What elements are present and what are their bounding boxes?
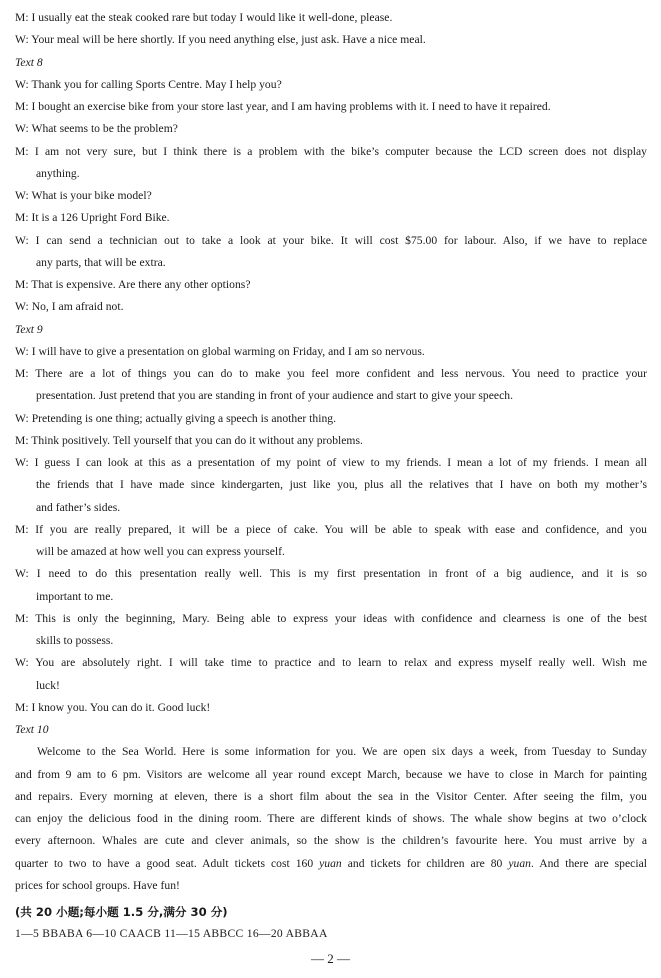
dialogue-line: W: Pretending is one thing; actually giving a speech is another thing. bbox=[15, 411, 337, 425]
dialogue-line: M: Think positively. Tell yourself that you can do it without any problems. bbox=[15, 433, 363, 447]
passage-line: Welcome to the Sea World. Here is some information for you. We are open six days a week, from Tuesday to Sunday bbox=[37, 745, 647, 759]
dialogue-line: every afternoon. Whales are cute and clever animals, so the show is the children’s favourite here. You must arrive by a bbox=[15, 834, 647, 848]
section-heading: Text 8 bbox=[15, 55, 43, 69]
dialogue-continuation: important to me. bbox=[36, 589, 114, 603]
dialogue-line: quarter to two to have a good seat. Adult tickets cost 160 yuan and tickets for children are 80 yuan. And there are special bbox=[15, 856, 647, 870]
dialogue-line: W: I need to do this presentation really well. This is my first presentation in front of a big audience, and it is so bbox=[15, 567, 647, 581]
dialogue-line: M: It is a 126 Upright Ford Bike. bbox=[15, 211, 170, 225]
dialogue-line: M: This is only the beginning, Mary. Being able to express your ideas with confidence and clearness is one of the best bbox=[15, 611, 647, 625]
dialogue-continuation: luck! bbox=[36, 678, 60, 692]
dialogue-continuation: anything. bbox=[36, 166, 80, 180]
dialogue-line: W: I will have to give a presentation on global warming on Friday, and I am so nervous. bbox=[15, 344, 425, 358]
dialogue-line: prices for school groups. Have fun! bbox=[15, 878, 180, 892]
answer-key: 1—5 BBABA 6—10 CAACB 11—15 ABBCC 16—20 ABBAA bbox=[15, 927, 328, 940]
dialogue-line: W: What is your bike model? bbox=[15, 189, 152, 202]
dialogue-continuation: and father’s sides. bbox=[36, 500, 121, 514]
dialogue-continuation: presentation. Just pretend that you are standing in front of your audience and start to give your speech. bbox=[36, 389, 513, 403]
dialogue-line: can enjoy the delicious food in the dining room. There are different kinds of shows. The whale show begins at two o’clock bbox=[15, 812, 647, 825]
dialogue-line: W: Thank you for calling Sports Centre. May I help you? bbox=[15, 77, 282, 91]
dialogue-line: and from 9 am to 6 pm. Visitors are welcome all year round except March, because we have to close in March for painting bbox=[15, 767, 647, 781]
currency-word: yuan bbox=[319, 856, 342, 870]
dialogue-line: M: I usually eat the steak cooked rare but today I would like it well-done, please. bbox=[15, 11, 393, 24]
section-heading: Text 10 bbox=[15, 723, 49, 736]
dialogue-line: W: I guess I can look at this as a presentation of my point of view to my friends. I mean a lot of my friends. I mean all bbox=[15, 456, 647, 469]
dialogue-line: W: Your meal will be here shortly. If you need anything else, just ask. Have a nice meal. bbox=[15, 33, 426, 47]
dialogue-continuation: skills to possess. bbox=[36, 634, 114, 647]
dialogue-line: W: You are absolutely right. I will take time to practice and to learn to relax and express myself really well. Wish me bbox=[15, 656, 647, 670]
dialogue-line: M: I know you. You can do it. Good luck! bbox=[15, 700, 211, 714]
dialogue-line: M: There are a lot of things you can do to make you feel more confident and less nervous. You need to practice your bbox=[15, 367, 647, 380]
dialogue-line: W: No, I am afraid not. bbox=[15, 300, 124, 314]
section-heading: Text 9 bbox=[15, 322, 43, 336]
dialogue-line: M: If you are really prepared, it will be a piece of cake. You will be able to speak with ease and confidence, and you bbox=[15, 522, 647, 536]
dialogue-line: M: That is expensive. Are there any other options? bbox=[15, 278, 251, 291]
score-instructions: (共 20 小题;每小题 1.5 分,满分 30 分) bbox=[15, 905, 228, 919]
page-number: — 2 — bbox=[311, 951, 350, 966]
dialogue-continuation: will be amazed at how well you can express yourself. bbox=[36, 545, 285, 558]
dialogue-line: W: What seems to be the problem? bbox=[15, 122, 178, 136]
dialogue-continuation: any parts, that will be extra. bbox=[36, 255, 166, 269]
dialogue-line: M: I bought an exercise bike from your store last year, and I am having problems with it. I need to have it repaired. bbox=[15, 100, 551, 113]
dialogue-line: M: I am not very sure, but I think there is a problem with the bike’s computer because the LCD screen does not display bbox=[15, 144, 647, 158]
dialogue-line: and repairs. Every morning at eleven, there is a short film about the sea in the Visitor Center. After seeing the film, you bbox=[15, 789, 647, 803]
dialogue-continuation: the friends that I have made since kindergarten, just like you, plus all the relatives that I have on both my mother’s bbox=[36, 478, 647, 492]
currency-word: yuan bbox=[508, 856, 531, 870]
dialogue-line: W: I can send a technician out to take a look at your bike. It will cost $75.00 for labour. Also, if we have to replace bbox=[15, 233, 647, 247]
